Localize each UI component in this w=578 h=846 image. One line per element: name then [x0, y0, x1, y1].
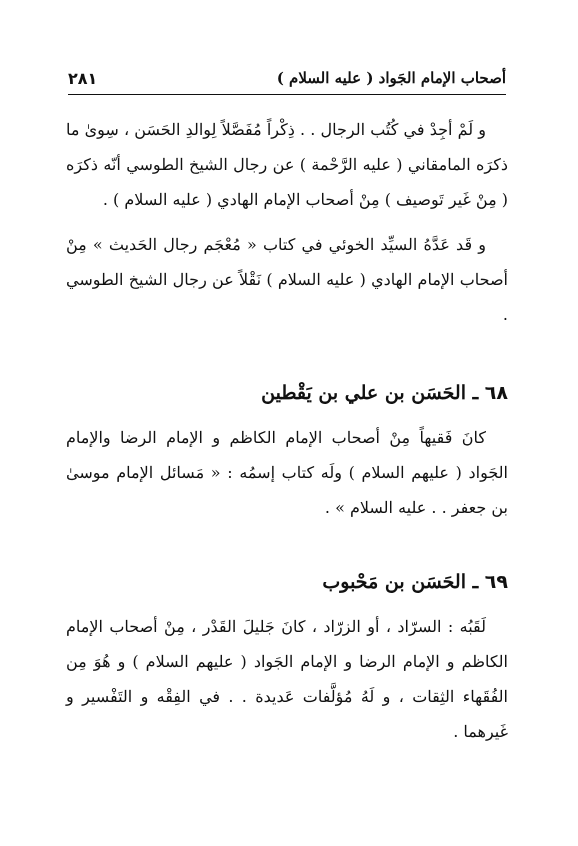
- heading-dash: ـ: [465, 571, 479, 593]
- entry-heading-69: [66, 567, 508, 597]
- paragraph: و قَد عَدَّهُ السيِّد الخوئي في كتاب « مُعْجَم رجال الحَديث » مِنْ أصحاب الإمام الهادي ( عليه السلام ) نَقْلاً عن رجال الشيخ الطوسي .: [66, 235, 508, 324]
- entry-heading-68: [66, 378, 508, 408]
- entry-title: الحَسَن بن علي بن يَقْطين: [261, 382, 466, 404]
- page-number: ٢٨١: [68, 68, 98, 88]
- entry-number: ٦٩: [484, 571, 508, 593]
- running-title: أصحاب الإمام الجَواد ( عليه السلام ): [276, 69, 506, 87]
- header-rule: [68, 94, 506, 95]
- heading-dash: ـ: [465, 382, 479, 404]
- paragraph: لَقَبُه : السرّاد ، أو الزرّاد ، كانَ جَليلَ القَدْر ، مِنْ أصحاب الإمام الكاظم و الإمام الرضا و الإمام الجَواد ( عليهم السلام ) و هُوَ مِن الفُقَهاء الثِقات ، و لَهُ مُؤلَّفات عَديدة . . في الفِقْه و التَفْسير و غَيرهما .: [66, 617, 508, 741]
- page-body: [66, 112, 508, 806]
- paragraph: كانَ فَقيهاً مِنْ أصحاب الإمام الكاظم و الإمام الرضا والإمام الجَواد ( عليهم السلام ) ولَه كتاب إسمُه : « مَسائل الإمام موسىٰ بن جعفر . . عليه السلام » .: [66, 428, 509, 517]
- paragraph: و لَمْ أجِدْ في كُتُب الرجال . . ذِكْراً مُفَصَّلاً لِوالدِ الحَسَن ، سِوىٰ ما ذكرَه المامقاني ( عليه الرَّحْمة ) عن رجال الشيخ الطوسي أنّه ذكرَه ( مِنْ غَير تَوصيف ) مِنْ أصحاب الإمام الهادي ( عليه السلام ) .: [66, 120, 508, 209]
- running-header: [68, 64, 506, 92]
- entry-number: ٦٨: [484, 382, 508, 404]
- entry-title: الحَسَن بن مَحْبوب: [322, 571, 466, 593]
